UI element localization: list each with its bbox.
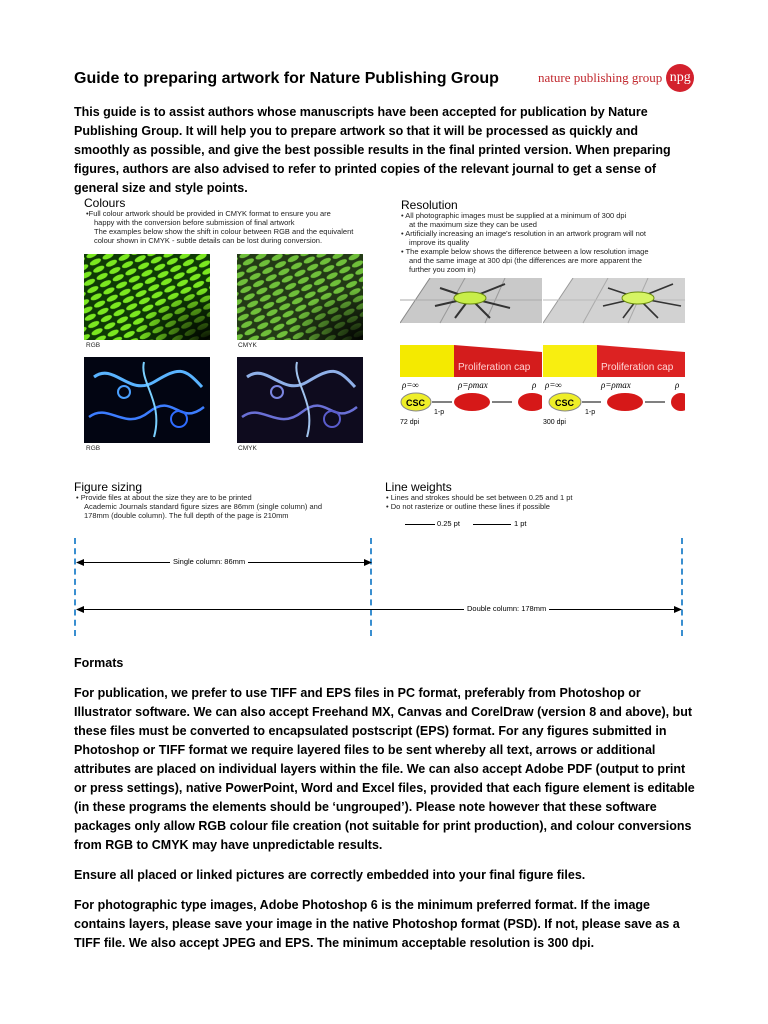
colours-line-2: happy with the conversion before submission of final artwork [94, 218, 295, 227]
rgb-green-image [84, 254, 210, 340]
label-rgb-2: RGB [86, 445, 101, 452]
dpi-label-72: 72 dpi [400, 419, 420, 426]
npg-logo [538, 64, 694, 92]
p-label-300: 1-p [585, 409, 596, 416]
resolution-line-2: at the maximum size they can be used [409, 220, 537, 229]
rho-inf-72: ρ=∞ [402, 380, 419, 390]
rho-cut-300: ρ [675, 380, 680, 390]
thick-line-sample [473, 524, 511, 525]
sizing-line-2: Academic Journals standard figure sizes are 86mm (single column) and [84, 502, 323, 511]
band-label-300: Proliferation cap [601, 362, 674, 373]
colours-line-4: colour shown in CMYK - subtle details can be lost during conversion. [94, 236, 323, 245]
sizing-text [76, 493, 322, 520]
formats-paragraph-2: Ensure all placed or linked pictures are correctly embedded into your final figure files. [74, 868, 586, 882]
resolution-line-6: and the same image at 300 dpi (the differences are more apparent the [409, 256, 642, 265]
resolution-heading: Resolution [401, 198, 458, 212]
resolution-line-1: • All photographic images must be supplied at a minimum of 300 dpi [401, 211, 627, 220]
colours-line-3: The examples below show the shift in colour between RGB and the equivalent [94, 227, 354, 236]
formats-heading: Formats [74, 656, 124, 670]
cmyk-green-image [237, 254, 363, 340]
lineweights-heading: Line weights [385, 480, 452, 494]
thin-line-sample [405, 524, 435, 525]
csc-label-300: CSC [555, 398, 575, 408]
guide-double [681, 538, 683, 636]
rgb-blue-image [84, 357, 210, 443]
lineweights-text [386, 493, 573, 511]
formats-paragraph-3: For photographic type images, Adobe Photoshop 6 is the minimum preferred format. If the image contains layers, please save your image in the native Photoshop format (PSD). If not, please save as a TIFF file. We also accept JPEG and EPS. The minimum acceptable resolution is 300 dpi. [74, 898, 680, 950]
rho-inf-300: ρ=∞ [545, 380, 562, 390]
resolution-text [401, 211, 649, 274]
sizing-line-1: • Provide files at about the size they are to be printed [76, 493, 252, 502]
colours-line-1: •Full colour artwork should be provided in CMYK format to ensure you are [86, 209, 331, 218]
sizing-line-3: 178mm (double column). The full depth of the page is 210mm [84, 511, 289, 520]
page-title: Guide to preparing artwork for Nature Publishing Group [74, 70, 499, 87]
guide-single [370, 538, 372, 636]
csc-label-72: CSC [406, 398, 426, 408]
dpi-label-300: 300 dpi [543, 419, 566, 426]
rho-max-72: ρ=ρmax [458, 380, 488, 390]
intro-paragraph: This guide is to assist authors whose manuscripts have been accepted for publication by Nature Publishing Group. It will help you to prepare artwork so that it will be processed as quickly and smoothly as possible, and give the best possible results in the final printed version. When preparing figures, authors are also advised to refer to printed copies of the relevant journal to get a sense of general size and style points. [74, 105, 671, 195]
resolution-line-4: improve its quality [409, 238, 470, 247]
resolution-line-3: • Artificially increasing an image's resolution in an artwork program will not [401, 229, 646, 238]
p-label-72: 1-p [434, 409, 445, 416]
formats-paragraph-1: For publication, we prefer to use TIFF and EPS files in PC format, preferably from Photoshop or Illustrator software. We can also accept Freehand MX, Canvas and CorelDraw (version 8 and above), but these files must be converted to encapsulated postscript (EPS) format. For any figures submitted in Photoshop or TIFF format we require layered files to be sent whereby all text, arrows or additional attributes are placed on individual layers within the file. We can also accept Adobe PDF (output to print or press settings), native PowerPoint, Word and Excel files, provided that each figure element is editable (in these programs the elements should be ‘ungrouped’). Please note however that these software packages only allow RGB colour file creation (not suitable for print production), and colour conversions from RGB to CMYK may have unpredictable results. [74, 686, 695, 852]
colours-text [86, 209, 353, 245]
label-cmyk-2: CMYK [238, 445, 257, 452]
guide-left [74, 538, 76, 636]
single-column-label: Single column: 86mm [170, 557, 248, 566]
rho-max-300: ρ=ρmax [601, 380, 631, 390]
band-label-72: Proliferation cap [458, 362, 531, 373]
thin-line-label: 0.25 pt [437, 519, 460, 528]
rho-cut-72: ρ [532, 380, 537, 390]
cmyk-blue-image [237, 357, 363, 443]
sizing-heading: Figure sizing [74, 480, 143, 494]
lineweights-line-2: • Do not rasterize or outline these lines if possible [386, 502, 550, 511]
resolution-figure-300dpi [543, 278, 685, 426]
double-column-label: Double column: 178mm [464, 604, 549, 613]
resolution-line-5: • The example below shows the difference between a low resolution image [401, 247, 649, 256]
label-rgb-1: RGB [86, 342, 101, 349]
logo-badge: npg [666, 64, 694, 92]
logo-text: nature publishing group [538, 70, 663, 85]
thick-line-label: 1 pt [514, 519, 527, 528]
colours-heading: Colours [84, 196, 126, 210]
resolution-line-7: further you zoom in) [409, 265, 476, 274]
lineweights-line-1: • Lines and strokes should be set between 0.25 and 1 pt [386, 493, 573, 502]
label-cmyk-1: CMYK [238, 342, 257, 349]
double-arrowheads [76, 605, 682, 614]
resolution-figure-72dpi [400, 278, 542, 426]
